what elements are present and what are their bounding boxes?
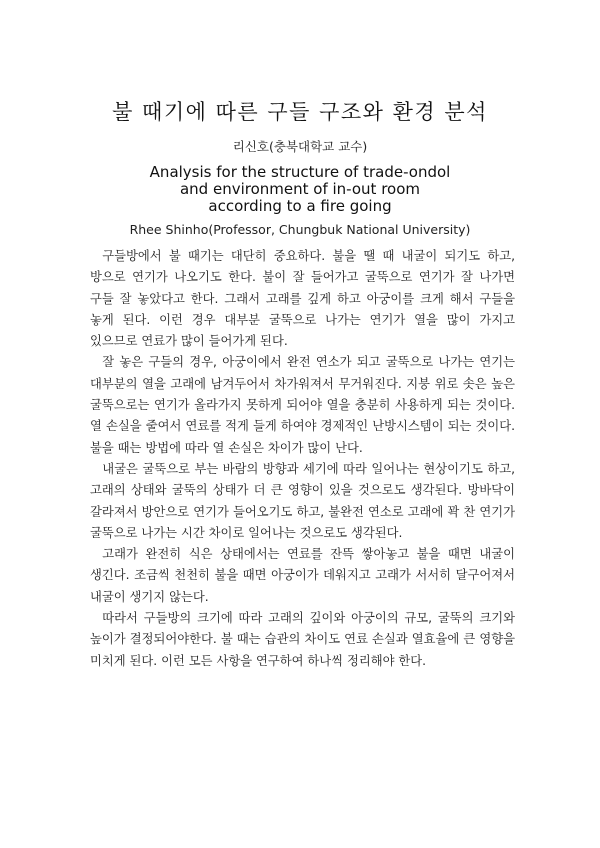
paragraph-5: 따라서 구들방의 크기에 따라 고래의 깊이와 아궁이의 규모, 굴뚝의 크기와 높이가 결정되어야한다. 불 때는 습관의 차이도 연료 손실과 열효율에 큰 영향을 미치게 된다. 이런 모든 사항을 연구하여 하나씩 정리해야 한다. <box>90 611 515 668</box>
english-title <box>0 164 600 215</box>
english-author: Rhee Shinho(Professor, Chungbuk National University) <box>129 222 471 237</box>
body-text <box>90 246 515 672</box>
korean-title: 불 때기에 따른 구들 구조와 환경 분석 <box>112 100 488 124</box>
english-title-line-2: and environment of in-out room <box>179 180 420 198</box>
english-title-line-1: Analysis for the structure of trade-ondol <box>149 163 451 181</box>
paragraph-1: 구들방에서 불 때기는 대단히 중요하다. 불을 땔 때 내굴이 되기도 하고, 방으로 연기가 나오기도 한다. 불이 잘 들어가고 굴뚝으로 연기가 잘 나가면 구들 잘 놓았다고 한다. 그래서 고래를 깊게 하고 아궁이를 크게 해서 구들을 놓게 된다. 이런 경우 대부분 굴뚝으로 나가는 연기가 열을 많이 가지고 있으므로 연료가 많이 들어가게 된다. <box>90 249 515 349</box>
korean-author: 리신호(충북대학교 교수) <box>232 139 368 154</box>
paragraph-3: 내굴은 굴뚝으로 부는 바람의 방향과 세기에 따라 일어나는 현상이기도 하고, 고래의 상태와 굴뚝의 상태가 더 큰 영향이 있을 것으로도 생각된다. 방바닥이 갈라져서 방안으로 연기가 들어오기도 하고, 불완전 연소로 고래에 꽉 찬 연기가 굴뚝으로 나가는 시간 차이로 일어나는 것으로도 생각된다. <box>90 461 515 540</box>
english-title-line-3: according to a fire going <box>208 197 392 215</box>
paragraph-2: 잘 놓은 구들의 경우, 아궁이에서 완전 연소가 되고 굴뚝으로 나가는 연기는 대부분의 열을 고래에 남겨두어서 차가워져서 무거워진다. 지붕 위로 솟은 높은 굴뚝으로는 연기가 올라가지 못하게 되어야 열을 충분히 사용하게 되는 것이다. 열 손실을 줄여서 연료를 적게 들게 하여야 경제적인 난방시스템이 되는 것이다. 불을 때는 방법에 따라 열 손실은 차이가 많이 난다. <box>90 355 515 455</box>
paragraph-4: 고래가 완전히 식은 상태에서는 연료를 잔뜩 쌓아놓고 불을 때면 내굴이 생긴다. 조금씩 천천히 불을 때면 아궁이가 데워지고 고래가 서서히 달구어져서 내굴이 생기지 않는다. <box>90 547 515 604</box>
